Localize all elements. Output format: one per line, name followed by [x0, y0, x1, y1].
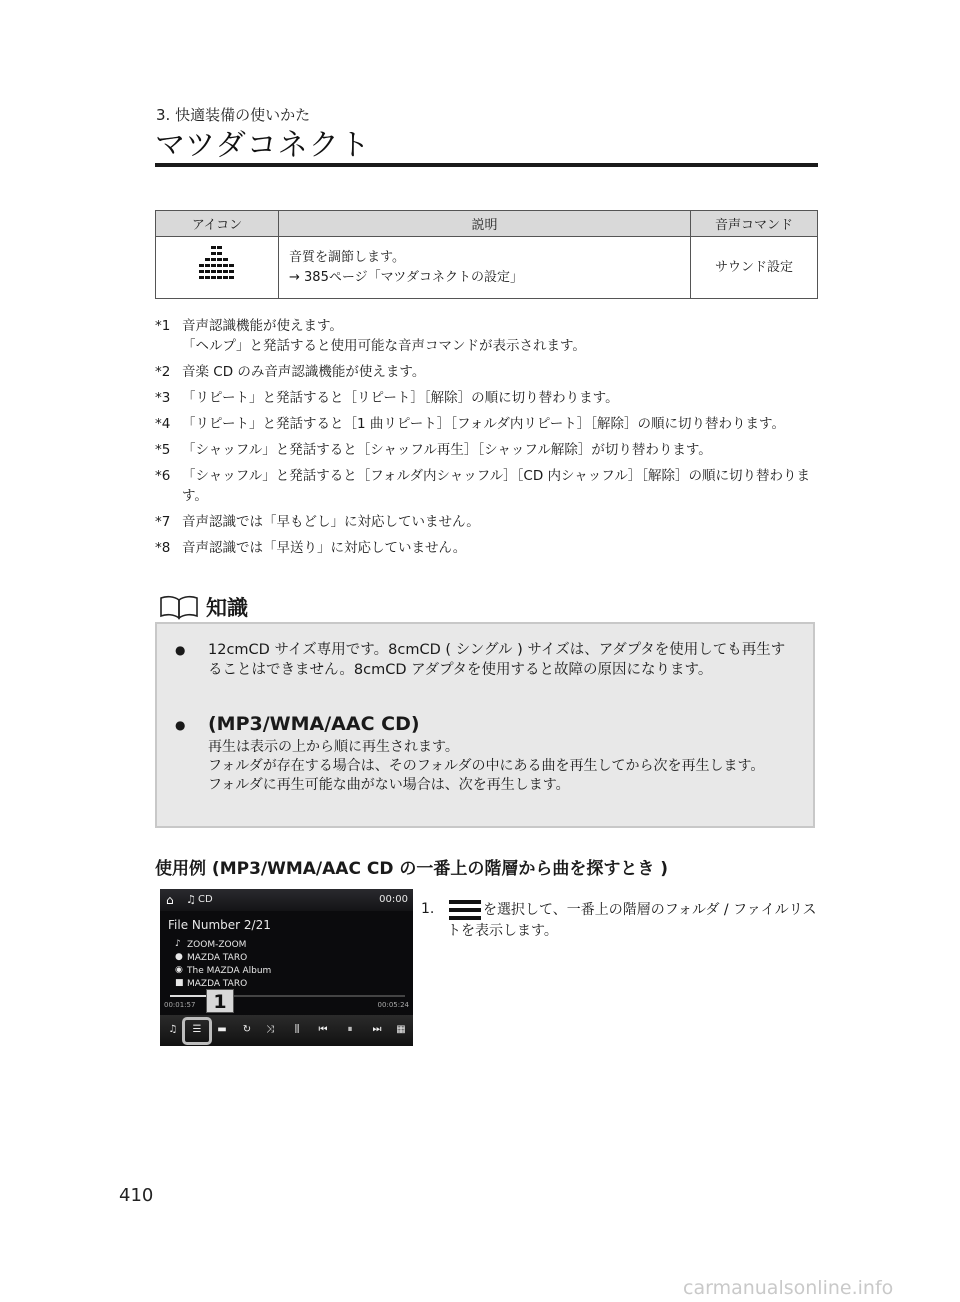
watermark: carmanualsonline.info [683, 1277, 894, 1299]
footnote-key: *7 [155, 514, 171, 530]
footnote-text: 音声認識では「早送り」に対応していません。 [182, 540, 467, 556]
footnote [155, 388, 825, 408]
knowledge-text: 12cmCD サイズ専用です。8cmCD ( シングル ) サイズは、アダプタを使用しても再生することはできません。8cmCD アダプタを使用すると故障の原因になります。 [208, 642, 786, 678]
header-desc-col: 説明 [279, 211, 691, 237]
knowledge-text [208, 738, 798, 795]
section-title: 3. 快適装備の使いかた [156, 106, 311, 124]
book-icon [158, 594, 200, 620]
elapsed-time: 00:01:57 [164, 1001, 196, 1009]
step-body [447, 899, 821, 942]
footnote [155, 440, 825, 460]
album-name: The MAZDA Album [187, 966, 272, 976]
previous-track-icon[interactable]: ⏮ [318, 1024, 328, 1035]
knowledge-item [175, 640, 798, 680]
footnote-key: *3 [155, 390, 171, 406]
table-header-row [156, 211, 818, 237]
header-rule [155, 163, 818, 167]
knowledge-item [175, 712, 798, 795]
voice-command-cell: サウンド設定 [691, 237, 818, 299]
folder-icon: ■ [175, 978, 184, 988]
footnote-text: 「リピート」と発話すると［1 曲リピート］［フォルダ内リピート］［解除］の順に切り替わります。 [182, 416, 785, 432]
callout-badge: 1 [206, 989, 234, 1013]
source-label: CD [198, 894, 213, 905]
step-text: を選択して、一番上の階層のフォルダ / ファイルリストを表示します。 [447, 902, 817, 939]
bullet-icon: ● [175, 643, 186, 657]
album-icon: ◉ [175, 965, 183, 975]
bullet-icon: ● [175, 718, 186, 732]
footnote-text: 「シャッフル」と発話すると［フォルダ内シャッフル］［CD 内シャッフル］［解除］の順に切り替わります。 [182, 468, 810, 504]
shuffle-icon[interactable]: ⤨ [266, 1024, 274, 1035]
equalizer-icon [156, 237, 279, 299]
pause-icon[interactable]: ⏸ [347, 1024, 353, 1035]
footnote-text: 「シャッフル」と発話すると［シャッフル再生］［シャッフル解除］が切り替わります。 [182, 442, 712, 458]
scan-icon[interactable]: ⫼ [294, 1024, 300, 1035]
footnote [155, 414, 825, 434]
footnote-key: *8 [155, 540, 171, 556]
footnote-key: *6 [155, 468, 171, 484]
clock: 00:00 [379, 894, 408, 905]
infotainment-screenshot [160, 889, 413, 1046]
knowledge-box [155, 622, 815, 828]
track-icon: ♪ [175, 939, 181, 949]
file-number: File Number 2/21 [168, 918, 271, 932]
footnotes [155, 316, 825, 564]
step-number: 1. [421, 901, 435, 917]
knowledge-heading [158, 592, 248, 622]
footnote [155, 362, 825, 382]
artist-icon: ● [175, 952, 183, 962]
step-1 [421, 899, 821, 942]
footnote [155, 466, 825, 506]
music-source-icon[interactable]: ♫ [168, 1024, 178, 1035]
table-row [156, 237, 818, 299]
repeat-icon[interactable]: ↻ [242, 1024, 252, 1035]
knowledge-label: 知識 [206, 596, 248, 620]
header-icon-col: アイコン [156, 211, 279, 237]
description-cell [279, 237, 691, 299]
footnote-text: 音声認識機能が使えます。 「ヘルプ」と発話すると使用可能な音声コマンドが表示されます。 [182, 318, 586, 354]
footnote-key: *5 [155, 442, 171, 458]
equalizer-icon[interactable]: ▦ [396, 1024, 406, 1035]
next-track-icon[interactable]: ⏭ [372, 1024, 382, 1035]
chapter-title: マツダコネクト [155, 128, 371, 163]
folder-list-icon[interactable]: ▬ [217, 1024, 227, 1035]
music-note-icon: ♫ [186, 893, 196, 906]
knowledge-body [208, 712, 798, 795]
artist-name: MAZDA TARO [187, 953, 248, 963]
footnote-text: 音声認識では「早もどし」に対応していません。 [182, 514, 480, 530]
footnote-key: *2 [155, 364, 171, 380]
list-icon[interactable]: ☰ [192, 1024, 202, 1035]
page-reference: → 385ページ「マツダコネクトの設定」 [289, 269, 524, 285]
header-command-col: 音声コマンド [691, 211, 818, 237]
icon-table [155, 210, 818, 299]
total-time: 00:05:24 [377, 1001, 409, 1009]
track-title: ZOOM-ZOOM [187, 940, 247, 950]
list-icon [447, 899, 483, 921]
knowledge-line: 再生は表示の上から順に再生されます。 [208, 739, 459, 755]
list-button-highlight [182, 1017, 212, 1045]
knowledge-line: フォルダに再生可能な曲がない場合は、次を再生します。 [208, 777, 570, 793]
folder-name: MAZDA TARO [187, 979, 248, 989]
knowledge-subheading: (MP3/WMA/AAC CD) [208, 713, 420, 735]
page-number: 410 [119, 1185, 154, 1206]
footnote [155, 538, 825, 558]
example-title: 使用例 (MP3/WMA/AAC CD の一番上の階層から曲を探すとき ) [155, 859, 669, 879]
footnote [155, 512, 825, 532]
home-icon: ⌂ [166, 893, 174, 907]
footnote-text: 「リピート」と発話すると［リピート］［解除］の順に切り替わります。 [182, 390, 619, 406]
knowledge-line: フォルダが存在する場合は、そのフォルダの中にある曲を再生してから次を再生します。 [208, 758, 765, 774]
footnote-key: *4 [155, 416, 171, 432]
footnote-key: *1 [155, 318, 171, 334]
footnote [155, 316, 825, 356]
footnote-text: 音楽 CD のみ音声認識機能が使えます。 [182, 364, 426, 380]
description-line: 音質を調節します。 [289, 249, 405, 265]
